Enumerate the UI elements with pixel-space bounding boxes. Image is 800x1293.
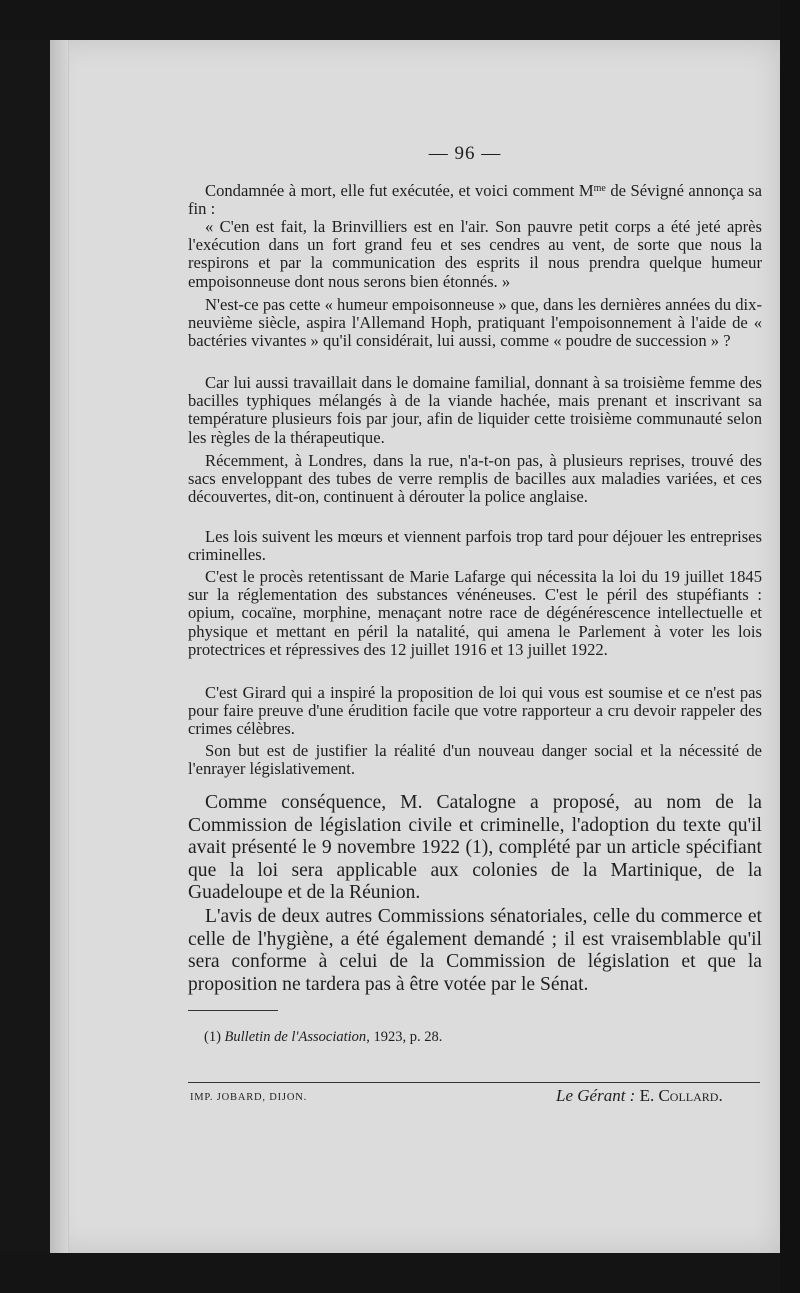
paragraph-1: Condamnée à mort, elle fut exécutée, et voici comment $M^{me}$ de Sévigné annonça sa fin :: [188, 181, 762, 219]
paragraph-6: Les lois suivent les mœurs et viennent parfois trop tard pour déjouer les entreprises criminelles.: [188, 527, 762, 565]
large-paragraph-2: L'avis de deux autres Commissions sénatoriales, celle du commerce et celle de l'hygiène, a été également demandé ; il est vraisemblable qu'il sera conforme à celui de la Commission de législation et que la proposition ne tardera pas à être votée par le Sénat.: [188, 906, 762, 995]
paragraph-7: C'est le procès retentissant de Marie Lafarge qui nécessita la loi du 19 juillet 1845 sur la réglementation des substances vénéneuses. C'est le péril des stupéfiants : opium, cocaïne, morphine, menaçant notre race de dégénérescence intellectuelle et physique et mettant en péril la natalité, qui amena le Parlement à voter les lois protectrices et répressives des 12 juillet 1916 et 13 juillet 1922.: [188, 567, 762, 659]
scan-border-top: [0, 0, 800, 40]
page-number: — 96 —: [428, 143, 502, 164]
paragraph-9: Son but est de justifier la réalité d'un nouveau danger social et la nécessité de l'enrayer législativement.: [188, 741, 762, 779]
footer-rule: [188, 1082, 760, 1083]
footnote-rule: [188, 1010, 278, 1011]
footnote: (1) Bulletin de l'Association, 1923, p. 28.: [204, 1029, 443, 1045]
page-binding-edge: [50, 40, 69, 1253]
gerant-signature: Le Gérant : E. Collard.: [556, 1086, 723, 1105]
printer-imprint: IMP. JOBARD, DIJON.: [190, 1092, 308, 1103]
scan-border-right: [780, 0, 800, 1293]
paragraph-3: N'est-ce pas cette « humeur empoisonneuse » que, dans les dernières années du dix-neuvième siècle, aspira l'Allemand Hoph, pratiquant l'empoisonnement à l'aide de « bactéries vivantes » qu'il considérait, lui aussi, comme « poudre de succession » ?: [188, 295, 762, 351]
scan-border-left: [0, 0, 50, 1293]
large-paragraph-1: Comme conséquence, M. Catalogne a proposé, au nom de la Commission de législation civile et criminelle, l'adoption du texte qu'il avait présenté le 9 novembre 1922 (1), complété par un article spécifiant que la loi sera applicable aux colonies de la Martinique, de la Guadeloupe et de la Réunion.: [188, 792, 762, 904]
paragraph-2: « C'en est fait, la Brinvilliers est en l'air. Son pauvre petit corps a été jeté après l'exécution dans un fort grand feu et ses cendres au vent, de sorte que nous la respirons et par la communication des esprits il nous prendra quelque humeur empoisonneuse dont nous serons bien étonnés. »: [188, 217, 762, 291]
paragraph-8: C'est Girard qui a inspiré la proposition de loi qui vous est soumise et ce n'est pas pour faire preuve d'une érudition facile que votre rapporteur a cru devoir rappeler des crimes célèbres.: [188, 683, 762, 739]
paragraph-5: Récemment, à Londres, dans la rue, n'a-t-on pas, à plusieurs reprises, trouvé des sacs enveloppant des tubes de verre remplis de bacilles aux maladies variées, et ces découvertes, dit-on, continuent à dérouter la police anglaise.: [188, 451, 762, 507]
paragraph-4: Car lui aussi travaillait dans le domaine familial, donnant à sa troisième femme des bacilles typhiques mélangés à de la viande hachée, mais prenant et inscrivant sa température plusieurs fois par jour, afin de liquider cette troisième communauté selon les règles de la thérapeutique.: [188, 373, 762, 447]
scan-border-bottom: [0, 1253, 800, 1293]
